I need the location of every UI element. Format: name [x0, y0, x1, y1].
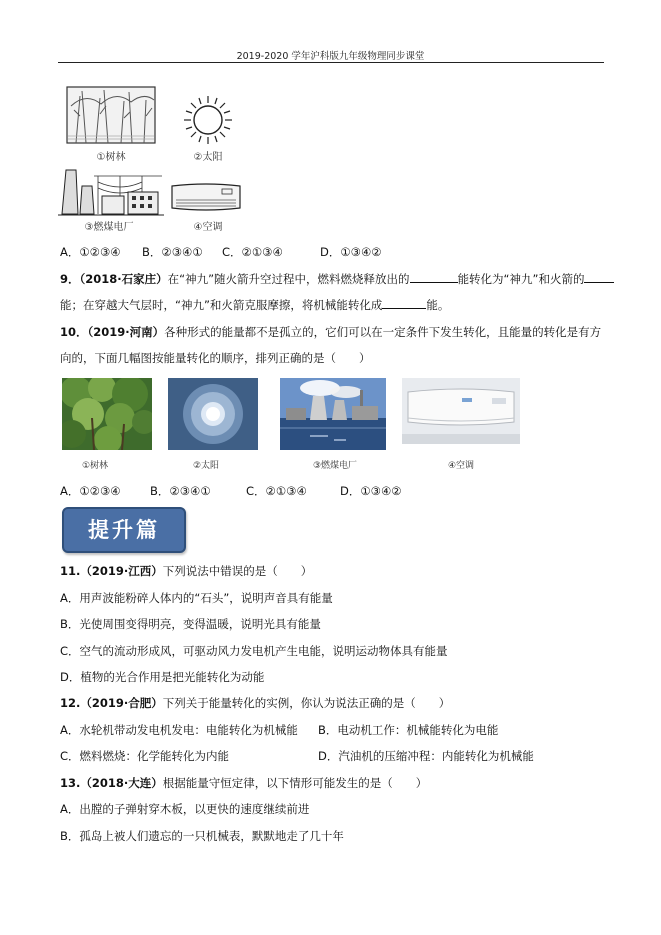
- q9-blank-3[interactable]: [382, 297, 426, 309]
- air-conditioner-sketch: [170, 182, 242, 212]
- q10-options: [60, 483, 402, 499]
- q11-stem-text: 下列说法中错误的是（ ）: [162, 564, 313, 578]
- q10-caption-1: ①树林: [81, 461, 109, 471]
- q9-blank-2[interactable]: [584, 271, 614, 283]
- q13-option-a[interactable]: A．出膛的子弹射穿木板，以更快的速度继续前进: [60, 802, 310, 816]
- section-badge: 提升篇: [62, 507, 186, 553]
- q8-option-c[interactable]: C．②①③④: [222, 245, 283, 259]
- q9-blank-1[interactable]: [410, 271, 458, 283]
- q11-number: 11.: [60, 564, 81, 578]
- q13-stem-text: 根据能量守恒定律，以下情形可能发生的是（ ）: [162, 776, 428, 790]
- q8-option-d[interactable]: D．①③④②: [320, 245, 382, 259]
- q10-text-1: 各种形式的能量都不是孤立的，它们可以在一定条件下发生转化，且能量的转化是有方: [164, 325, 602, 339]
- q9-line-1: [60, 271, 614, 287]
- sun-sketch: [182, 94, 234, 146]
- q12-number: 12.: [60, 696, 81, 710]
- q11-source: （2019·江西）: [80, 564, 163, 578]
- q9-text-1b: 能转化为“神九”和火箭的: [457, 272, 585, 286]
- sun-photo: [168, 378, 258, 450]
- q13-option-b[interactable]: B．孤岛上被人们遗忘的一只机械表，默默地走了几十年: [60, 829, 344, 843]
- q10-line-2: 向的，下面几幅图按能量转化的顺序，排列正确的是（ ）: [60, 351, 371, 365]
- q9-text-2a: 能；在穿越大气层时，“神九”和火箭克服摩擦，将机械能转化成: [60, 298, 383, 312]
- q11-option-b[interactable]: B．光使周围变得明亮，变得温暖，说明光具有能量: [60, 617, 321, 631]
- air-conditioner-photo: [402, 378, 520, 444]
- q13-stem: [60, 775, 427, 791]
- page-header: 2019-2020 学年沪科版九年级物理同步课堂: [236, 51, 425, 62]
- q12-option-d[interactable]: D．汽油机的压缩冲程：内能转化为机械能: [318, 749, 534, 763]
- q8-options: [60, 244, 382, 260]
- q8-option-b[interactable]: B．②③④①: [142, 245, 203, 259]
- q9-line-2: [60, 297, 449, 313]
- power-plant-sketch: [58, 162, 164, 216]
- q10-option-a[interactable]: A．①②③④: [60, 484, 121, 498]
- q12-option-c[interactable]: C．燃料燃烧：化学能转化为内能: [60, 749, 230, 763]
- q10-option-d[interactable]: D．①③④②: [340, 484, 402, 498]
- q12-option-b[interactable]: B．电动机工作：机械能转化为电能: [318, 723, 499, 737]
- q9-text-1a: 在“神九”随火箭升空过程中，燃料燃烧释放出的: [167, 272, 410, 286]
- q11-option-a[interactable]: A．用声波能粉碎人体内的“石头”，说明声音具有能量: [60, 591, 333, 605]
- q10-caption-3: ③燃煤电厂: [312, 461, 358, 471]
- q9-number: 9．: [60, 272, 80, 286]
- q13-number: 13.: [60, 776, 81, 790]
- q10-line-1: [60, 324, 601, 340]
- forest-photo: [62, 378, 152, 450]
- q10-source: （2019·河南）: [87, 325, 165, 339]
- q12-stem-text: 下列关于能量转化的实例，你认为说法正确的是（ ）: [162, 696, 451, 710]
- q10-number: 10．: [60, 325, 88, 339]
- q10-caption-2: ②太阳: [192, 461, 220, 471]
- header-rule: [58, 62, 604, 63]
- q10-option-b[interactable]: B．②③④①: [150, 484, 211, 498]
- power-plant-photo: [280, 378, 386, 450]
- q13-source: （2018·大连）: [80, 776, 163, 790]
- q11-option-d[interactable]: D．植物的光合作用是把光能转化为动能: [60, 670, 265, 684]
- q8-caption-1: ①树林: [96, 152, 126, 163]
- q12-source: （2019·合肥）: [80, 696, 163, 710]
- q12-stem: [60, 695, 450, 711]
- q9-text-2b: 能。: [426, 298, 450, 312]
- forest-sketch: [66, 86, 156, 144]
- q12-option-a[interactable]: A．水轮机带动发电机发电：电能转化为机械能: [60, 723, 298, 737]
- q11-stem: [60, 563, 312, 579]
- q8-caption-4: ④空调: [193, 222, 223, 233]
- q8-option-a[interactable]: A．①②③④: [60, 245, 121, 259]
- q8-caption-2: ②太阳: [193, 152, 223, 163]
- q8-caption-3: ③燃煤电厂: [84, 222, 134, 233]
- q9-source: （2018·石家庄）: [79, 272, 168, 286]
- q11-option-c[interactable]: C．空气的流动形成风，可驱动风力发电机产生电能，说明运动物体具有能量: [60, 644, 448, 658]
- q10-option-c[interactable]: C．②①③④: [246, 484, 307, 498]
- q10-caption-4: ④空调: [447, 461, 475, 471]
